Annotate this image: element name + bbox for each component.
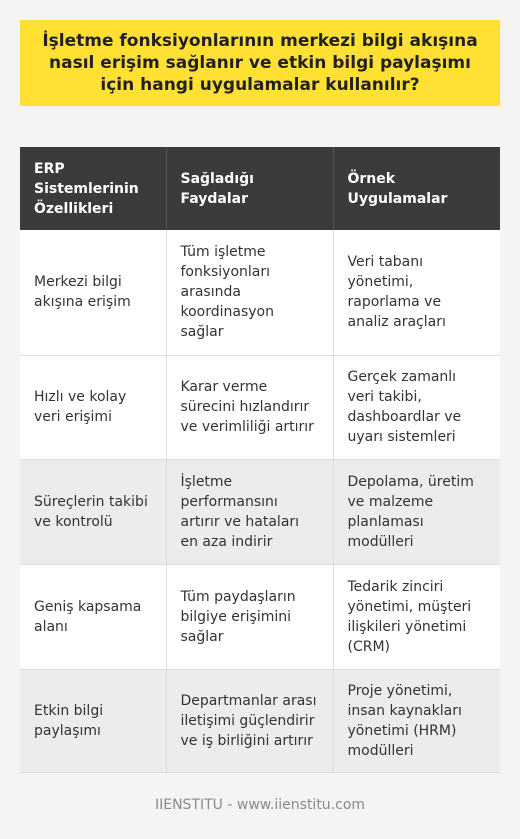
erp-features-table <box>20 147 500 773</box>
table-cell-feature: Süreçlerin takibi ve kontrolü <box>20 459 166 564</box>
table-header-row <box>20 147 500 230</box>
table-cell-feature: Hızlı ve kolay veri erişimi <box>20 355 166 459</box>
table-cell-example: Depolama, üretim ve malzeme planlaması modülleri <box>333 459 500 564</box>
table-cell-feature: Geniş kapsama alanı <box>20 564 166 669</box>
column-header-features: ERP Sistemlerinin Özellikleri <box>20 147 166 230</box>
table-cell-benefit: İşletme performansını artırır ve hataları en aza indirir <box>166 459 333 564</box>
table-cell-feature: Etkin bilgi paylaşımı <box>20 669 166 772</box>
page-title: İşletme fonksiyonlarının merkezi bilgi akışına nasıl erişim sağlanır ve etkin bilgi paylaşımı için hangi uygulamalar kullanılır? <box>42 31 478 95</box>
footer-credit: IIENSTITU - www.iienstitu.com <box>154 797 366 813</box>
table-cell-example: Proje yönetimi, insan kaynakları yönetimi (HRM) modülleri <box>333 669 500 772</box>
table-cell-benefit: Departmanlar arası iletişimi güçlendirir ve iş birliğini artırır <box>166 669 333 772</box>
table-row <box>20 669 500 772</box>
title-banner <box>20 20 500 106</box>
table-cell-benefit: Karar verme sürecini hızlandırır ve verimliliği artırır <box>166 355 333 459</box>
table-row <box>20 230 500 355</box>
table-row <box>20 564 500 669</box>
column-header-examples: Örnek Uygulamalar <box>333 147 500 230</box>
table-cell-example: Veri tabanı yönetimi, raporlama ve analiz araçları <box>333 230 500 355</box>
table-cell-example: Gerçek zamanlı veri takibi, dashboardlar ve uyarı sistemleri <box>333 355 500 459</box>
table-cell-benefit: Tüm işletme fonksiyonları arasında koordinasyon sağlar <box>166 230 333 355</box>
column-header-benefits: Sağladığı Faydalar <box>166 147 333 230</box>
table-cell-feature: Merkezi bilgi akışına erişim <box>20 230 166 355</box>
table-row <box>20 459 500 564</box>
table-row <box>20 355 500 459</box>
table-cell-example: Tedarik zinciri yönetimi, müşteri ilişkileri yönetimi (CRM) <box>333 564 500 669</box>
table-cell-benefit: Tüm paydaşların bilgiye erişimini sağlar <box>166 564 333 669</box>
